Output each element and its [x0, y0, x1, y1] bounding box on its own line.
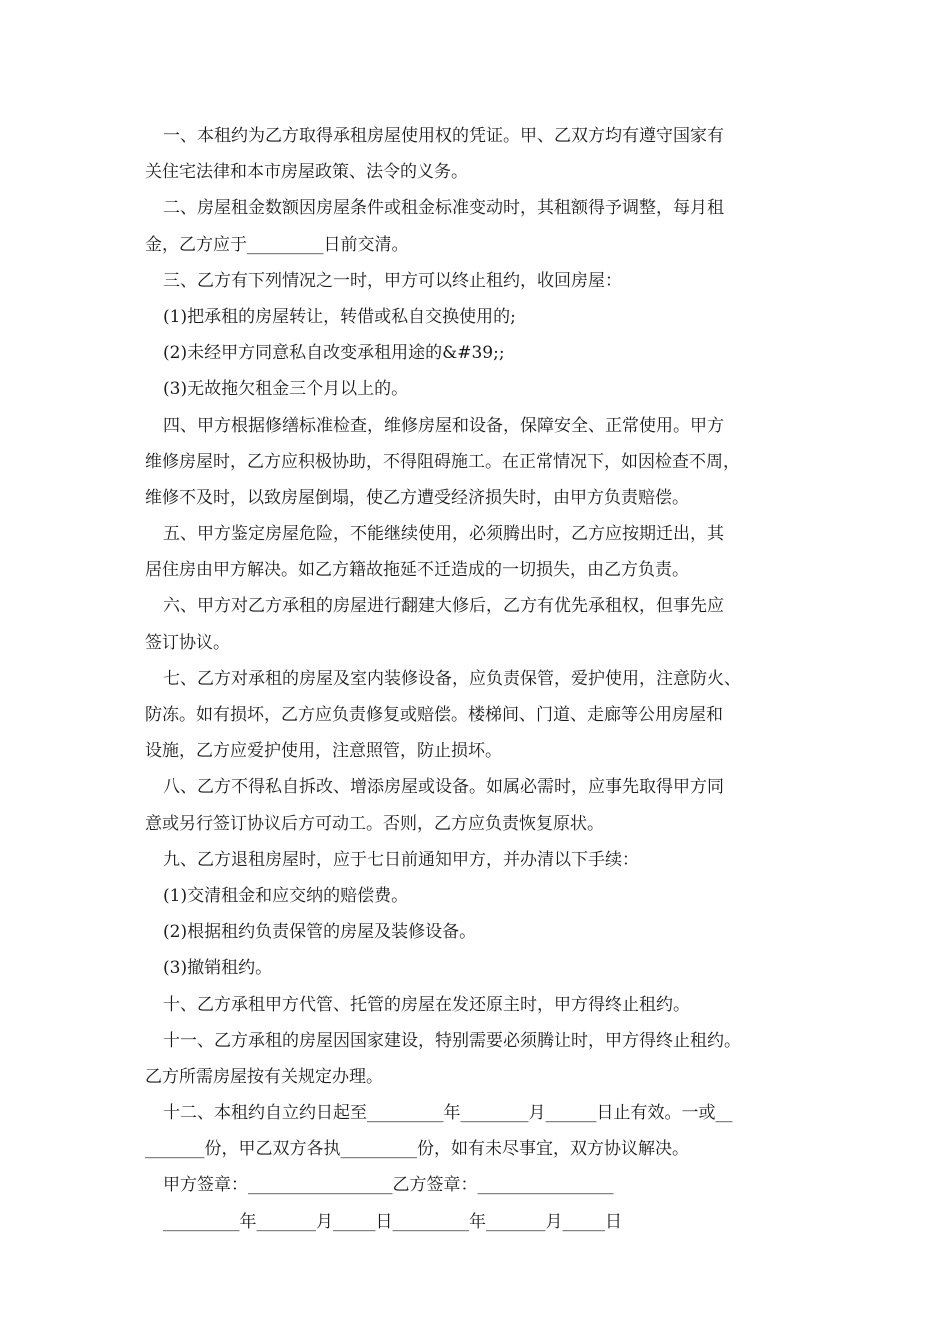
clause-6-line-1: 六、甲方对乙方承租的房屋进行翻建大修后，乙方有优先承租权，但事先应 — [163, 596, 724, 617]
clause-10-line-1: 十、乙方承租甲方代管、托管的房屋在发还原主时，甲方得终止租约。 — [163, 994, 690, 1015]
clause-4-line-3: 维修不及时，以致房屋倒塌，使乙方遭受经济损失时，由甲方负责赔偿。 — [145, 487, 689, 508]
clause-6-line-2: 签订协议。 — [145, 632, 230, 653]
lease-terms-body — [145, 118, 810, 1240]
clause-7-line-3: 设施，乙方应爱护使用，注意照管，防止损坏。 — [145, 741, 502, 762]
clause-8-line-2: 意或另行签订协议后方可动工。否则，乙方应负责恢复原状。 — [145, 813, 604, 834]
clause-4-line-2: 维修房屋时，乙方应积极协助，不得阻碍施工。在正常情况下，如因检查不周， — [145, 451, 740, 472]
clause-12-line-2: _______份，甲乙双方各执_________份，如有未尽事宜，双方协议解决。 — [145, 1139, 689, 1160]
clause-3-item-2: (2)未经甲方同意私自改变承租用途的&#39;; — [163, 343, 505, 364]
clause-11-line-2: 乙方所需房屋按有关规定办理。 — [145, 1066, 383, 1087]
signature-date-line: _________年_______月_____日_________年_______月_____日 — [163, 1211, 622, 1232]
clause-3-item-3: (3)无故拖欠租金三个月以上的。 — [163, 379, 409, 400]
clause-1-line-2: 关住宅法律和本市房屋政策、法令的义务。 — [145, 162, 468, 183]
clause-8-line-1: 八、乙方不得私自拆改、增添房屋或设备。如属必需时，应事先取得甲方同 — [163, 777, 724, 798]
clause-9-item-2: (2)根据租约负责保管的房屋及装修设备。 — [163, 922, 477, 943]
clause-4-line-1: 四、甲方根据修缮标准检查，维修房屋和设备，保障安全、正常使用。甲方 — [163, 415, 724, 436]
signature-line: 甲方签章：_________________乙方签章：________________ — [163, 1175, 614, 1196]
clause-7-line-2: 防冻。如有损坏，乙方应负责修复或赔偿。楼梯间、门道、走廊等公用房屋和 — [145, 705, 723, 725]
clause-7-line-1: 七、乙方对承租的房屋及室内装修设备，应负责保管，爱护使用，注意防火、 — [163, 668, 741, 689]
clause-12-line-1: 十二、本租约自立约日起至_________年________月______日止有效。一或__ — [163, 1103, 733, 1124]
clause-9-item-1: (1)交清租金和应交纳的赔偿费。 — [163, 885, 409, 906]
clause-5-line-2: 居住房由甲方解决。如乙方籍故拖延不迁造成的一切损失，由乙方负责。 — [145, 560, 689, 581]
clause-1-line-1: 一、本租约为乙方取得承租房屋使用权的凭证。甲、乙双方均有遵守国家有 — [163, 126, 724, 146]
clause-11-line-1: 十一、乙方承租的房屋因国家建设，特别需要必须腾让时，甲方得终止租约。 — [163, 1030, 741, 1051]
clause-2-line-1: 二、房屋租金数额因房屋条件或租金标准变动时，其租额得予调整，每月租 — [163, 198, 724, 219]
clause-3-line-1: 三、乙方有下列情况之一时，甲方可以终止租约，收回房屋： — [163, 270, 622, 291]
clause-9-line-1: 九、乙方退租房屋时，应于七日前通知甲方，并办清以下手续： — [163, 849, 639, 870]
clause-2-line-2: 金，乙方应于_________日前交清。 — [145, 234, 409, 255]
clause-9-item-3: (3)撤销租约。 — [163, 958, 273, 979]
clause-5-line-1: 五、甲方鉴定房屋危险，不能继续使用，必须腾出时，乙方应按期迁出，其 — [163, 524, 724, 545]
clause-3-item-1: (1)把承租的房屋转让，转借或私自交换使用的; — [163, 306, 516, 327]
